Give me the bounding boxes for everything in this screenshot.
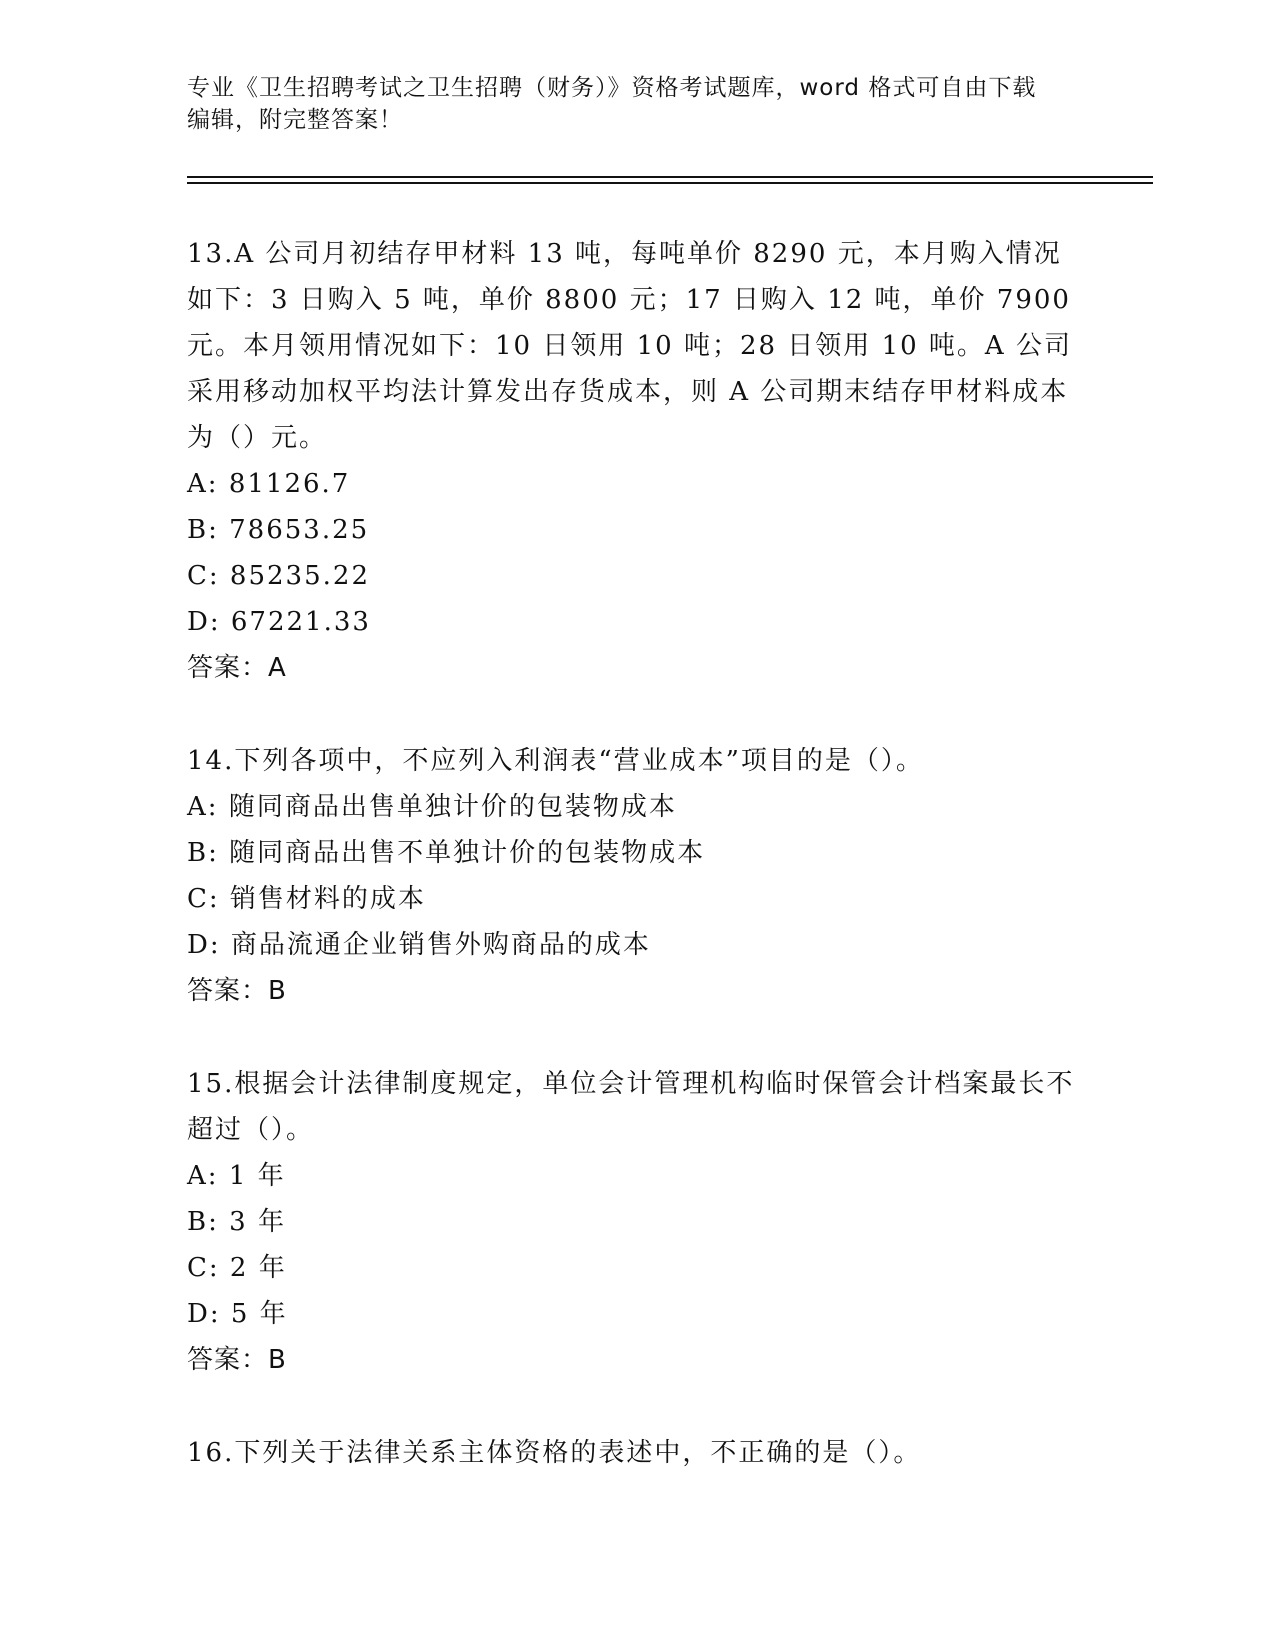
- option-text: 81126.7: [228, 469, 351, 499]
- question-13: [187, 231, 1087, 691]
- option-d: [187, 1291, 1087, 1337]
- option-b: [187, 507, 1087, 553]
- header-line-2: 编辑，附完整答案！: [187, 107, 403, 133]
- option-d: [187, 599, 1087, 645]
- option-text: 67221.33: [230, 607, 371, 637]
- option-letter: A:: [187, 1161, 219, 1191]
- option-text: 78653.25: [229, 515, 370, 545]
- option-text: 1 年: [228, 1161, 286, 1191]
- question-16: [187, 1430, 1087, 1476]
- option-b: [187, 830, 1087, 876]
- header-divider-bottom: [187, 182, 1153, 184]
- answer-line: 答案：B: [187, 976, 287, 1006]
- option-list: [187, 461, 1087, 645]
- option-list: [187, 1153, 1087, 1337]
- option-letter: D:: [187, 930, 221, 960]
- option-b: [187, 1199, 1087, 1245]
- option-c: [187, 553, 1087, 599]
- option-list: [187, 784, 1087, 968]
- question-stem: 15.根据会计法律制度规定，单位会计管理机构临时保管会计档案最长不超过（）。: [187, 1069, 1075, 1145]
- question-list: [187, 231, 1087, 1476]
- option-text: 85235.22: [229, 561, 370, 591]
- option-letter: A:: [187, 792, 219, 822]
- option-a: [187, 784, 1087, 830]
- option-c: [187, 876, 1087, 922]
- option-text: 5 年: [230, 1299, 288, 1329]
- option-letter: D:: [187, 607, 221, 637]
- question-15: [187, 1061, 1087, 1383]
- option-text: 随同商品出售单独计价的包装物成本: [228, 792, 677, 822]
- option-text: 销售材料的成本: [229, 884, 426, 914]
- option-text: 商品流通企业销售外购商品的成本: [230, 930, 651, 960]
- option-letter: C:: [187, 1253, 220, 1283]
- document-header: [187, 72, 1087, 136]
- option-letter: A:: [187, 469, 219, 499]
- option-text: 随同商品出售不单独计价的包装物成本: [229, 838, 706, 868]
- header-line-1: 专业《卫生招聘考试之卫生招聘（财务）》资格考试题库，word 格式可自由下载: [187, 75, 1037, 101]
- answer-line: 答案：A: [187, 653, 287, 683]
- option-letter: C:: [187, 884, 220, 914]
- question-stem: 13.A 公司月初结存甲材料 13 吨，每吨单价 8290 元，本月购入情况如下：3 日购入 5 吨，单价 8800 元；17 日购入 12 吨，单价 7900 元。本月领用情况如下：10 日领用 10 吨；28 日领用 10 吨。A 公司采用移动加权平均法计算发出存货成本，则 A 公司期末结存甲材料成本为（）元。: [187, 239, 1072, 453]
- question-14: [187, 738, 1087, 1014]
- option-text: 3 年: [229, 1207, 286, 1237]
- option-c: [187, 1245, 1087, 1291]
- option-letter: B:: [187, 515, 219, 545]
- header-divider-top: [187, 176, 1153, 178]
- option-letter: B:: [187, 838, 219, 868]
- option-letter: C:: [187, 561, 220, 591]
- question-stem: 14.下列各项中，不应列入利润表“营业成本”项目的是（）。: [187, 746, 924, 776]
- question-stem: 16.下列关于法律关系主体资格的表述中，不正确的是（）。: [187, 1438, 922, 1468]
- answer-line: 答案：B: [187, 1345, 287, 1375]
- option-a: [187, 461, 1087, 507]
- option-text: 2 年: [229, 1253, 287, 1283]
- option-letter: B:: [187, 1207, 219, 1237]
- option-letter: D:: [187, 1299, 221, 1329]
- option-d: [187, 922, 1087, 968]
- option-a: [187, 1153, 1087, 1199]
